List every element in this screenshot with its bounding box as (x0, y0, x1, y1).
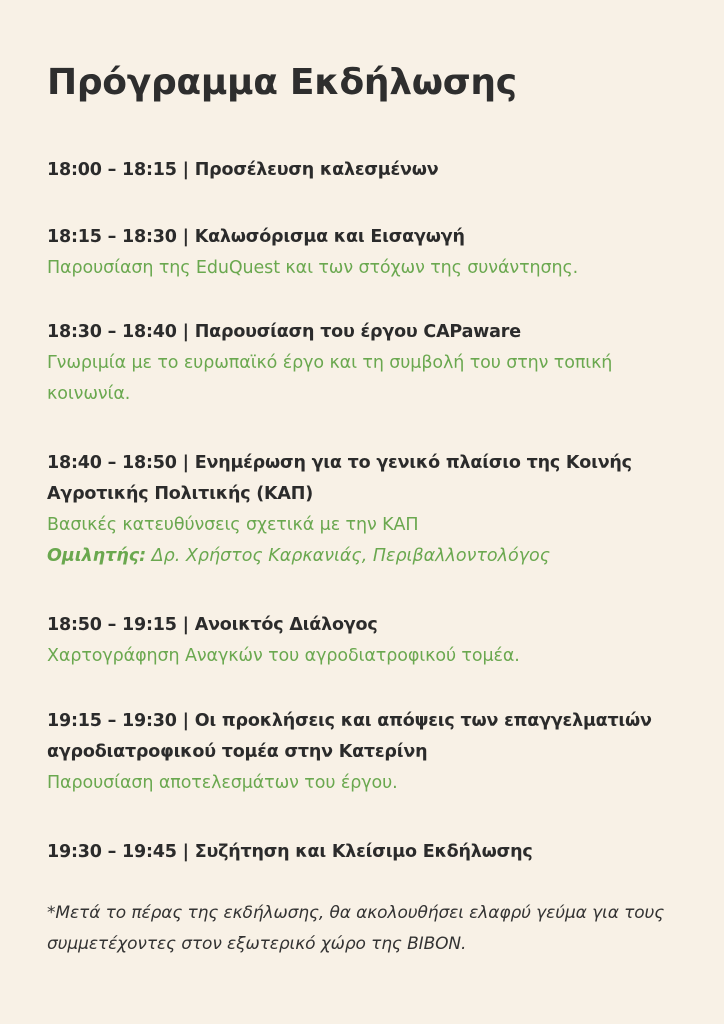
program-item-heading: 19:30 – 19:45 | Συζήτηση και Κλείσιμο Εκδήλωσης (47, 842, 533, 862)
program-item-capaware (47, 317, 687, 410)
speaker-label: Ομιλητής: (47, 546, 147, 566)
program-item-challenges (47, 706, 687, 799)
program-item-description: Παρουσίαση της EduQuest και των στόχων της συνάντησης. (47, 258, 579, 278)
program-item-description: Βασικές κατευθύνσεις σχετικά με την ΚΑΠ (47, 515, 419, 535)
program-item-description: Χαρτογράφηση Αναγκών του αγροδιατροφικού τομέα. (47, 646, 520, 666)
program-item-arrival (47, 155, 687, 186)
program-item-heading: 18:00 – 18:15 | Προσέλευση καλεσμένων (47, 160, 439, 180)
program-item-cap-briefing (47, 448, 687, 572)
program-item-welcome (47, 222, 687, 284)
speaker-name: Δρ. Χρήστος Καρκανιάς, Περιβαλλοντολόγος (146, 546, 551, 566)
program-item-heading: 18:50 – 19:15 | Ανοικτός Διάλογος (47, 615, 378, 635)
program-item-heading: 19:15 – 19:30 | Οι προκλήσεις και απόψεις των επαγγελματιών αγροδιατροφικού τομέα στην Κατερίνη (47, 711, 652, 762)
program-item-description: Παρουσίαση αποτελεσμάτων του έργου. (47, 773, 398, 793)
program-item-open-dialogue (47, 610, 687, 672)
program-item-heading: 18:30 – 18:40 | Παρουσίαση του έργου CAPaware (47, 322, 521, 342)
footnote: *Μετά το πέρας της εκδήλωσης, θα ακολουθήσει ελαφρύ γεύμα για τους συμμετέχοντες στον εξωτερικό χώρο της BIBON. (47, 903, 665, 954)
program-item-heading: 18:15 – 18:30 | Καλωσόρισμα και Εισαγωγή (47, 227, 465, 247)
program-item-speaker (47, 541, 687, 572)
program-item-heading: 18:40 – 18:50 | Ενημέρωση για το γενικό πλαίσιο της Κοινής Αγροτικής Πολιτικής (ΚΑΠ) (47, 453, 632, 504)
page-title: Πρόγραμμα Εκδήλωσης (47, 62, 517, 103)
program-item-description: Γνωριμία με το ευρωπαϊκό έργο και τη συμβολή του στην τοπική κοινωνία. (47, 353, 613, 404)
program-item-closing (47, 837, 687, 868)
